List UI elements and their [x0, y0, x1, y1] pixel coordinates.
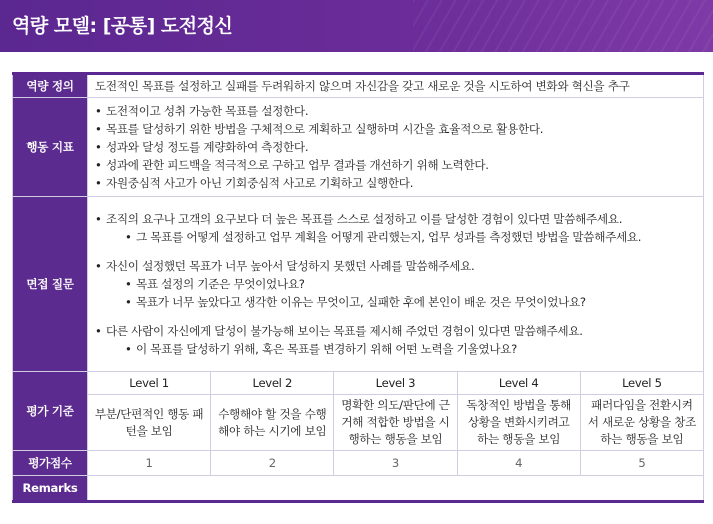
followup-question: • 목표 설정의 기준은 무엇이었나요?	[125, 275, 696, 293]
indicator-item: • 자원중심적 사고가 아닌 기회중심적 사고로 기획하고 실행한다.	[95, 174, 696, 192]
indicator-item: • 성과에 관한 피드백을 적극적으로 구하고 업무 결과를 개선하기 위해 노력한다.	[95, 156, 696, 174]
question-text: • 조직의 요구나 고객의 요구보다 더 높은 목표를 스스로 설정하고 이를 달성한 경험이 있다면 말씀해주세요.	[95, 210, 696, 228]
level-description: 부분/단편적인 행동 패턴을 보임	[88, 395, 211, 451]
question-block	[95, 210, 696, 246]
interview-row	[13, 197, 704, 372]
level-name: Level 1	[88, 372, 211, 395]
indicator-item: • 도전적이고 성취 가능한 목표를 설정한다.	[95, 102, 696, 120]
score-option[interactable]: 1	[88, 451, 211, 476]
indicators-cell	[88, 98, 704, 197]
level-description: 독창적인 방법을 통해 상황을 변화시키려고 하는 행동을 보임	[457, 395, 580, 451]
definition-text: 도전적인 목표를 설정하고 실패를 두려워하지 않으며 자신감을 갖고 새로운 것을 시도하여 변화와 혁신을 추구	[88, 74, 704, 98]
indicator-list	[95, 102, 696, 192]
question-text: • 다른 사람이 자신에게 달성이 불가능해 보이는 목표를 제시해 주었던 경험이 있다면 말씀해주세요.	[95, 322, 696, 340]
title-banner	[0, 0, 713, 52]
level-name: Level 4	[457, 372, 580, 395]
level-name: Level 2	[211, 372, 334, 395]
evaluation-label: 평가 기준	[13, 372, 88, 451]
indicators-label: 행동 지표	[13, 98, 88, 197]
followup-question: • 목표가 너무 높았다고 생각한 이유는 무엇이고, 실패한 후에 본인이 배운 것은 무엇이었나요?	[125, 293, 696, 311]
level-name: Level 5	[580, 372, 703, 395]
score-option[interactable]: 5	[580, 451, 703, 476]
indicators-row	[13, 98, 704, 197]
page-title: 역량 모델: [공통] 도전정신	[12, 15, 233, 37]
question-block	[95, 322, 696, 358]
remarks-field[interactable]	[88, 476, 704, 502]
question-text: • 자신이 설정했던 목표가 너무 높아서 달성하지 못했던 사례를 말씀해주세요.	[95, 257, 696, 275]
followup-question: • 이 목표를 달성하기 위해, 혹은 목표를 변경하기 위해 어떤 노력을 기울였나요?	[125, 340, 696, 358]
interview-cell	[88, 197, 704, 372]
level-name: Level 3	[334, 372, 457, 395]
indicator-item: • 목표를 달성하기 위한 방법을 구체적으로 계획하고 실행하며 시간을 효율적으로 활용한다.	[95, 120, 696, 138]
level-desc-row	[13, 395, 704, 451]
definition-row	[13, 74, 704, 98]
score-option[interactable]: 3	[334, 451, 457, 476]
score-row	[13, 451, 704, 476]
definition-label: 역량 정의	[13, 74, 88, 98]
level-description: 명확한 의도/판단에 근거해 적합한 방법을 시행하는 행동을 보임	[334, 395, 457, 451]
followup-question: • 그 목표를 어떻게 설정하고 업무 계획을 어떻게 관리했는지, 업무 성과를 측정했던 방법을 말씀해주세요.	[125, 228, 696, 246]
level-header-row	[13, 372, 704, 395]
score-option[interactable]: 4	[457, 451, 580, 476]
remarks-row	[13, 476, 704, 502]
score-label: 평가점수	[13, 451, 88, 476]
banner-decoration	[413, 0, 713, 52]
question-block	[95, 257, 696, 311]
level-description: 패러다임을 전환시켜 서 새로운 상황을 창조하는 행동을 보임	[580, 395, 703, 451]
remarks-label: Remarks	[13, 476, 88, 502]
interview-label: 면접 질문	[13, 197, 88, 372]
score-option[interactable]: 2	[211, 451, 334, 476]
indicator-item: • 성과와 달성 정도를 계량화하여 측정한다.	[95, 138, 696, 156]
competency-table	[12, 72, 704, 503]
level-description: 수행해야 할 것을 수행해야 하는 시기에 보임	[211, 395, 334, 451]
